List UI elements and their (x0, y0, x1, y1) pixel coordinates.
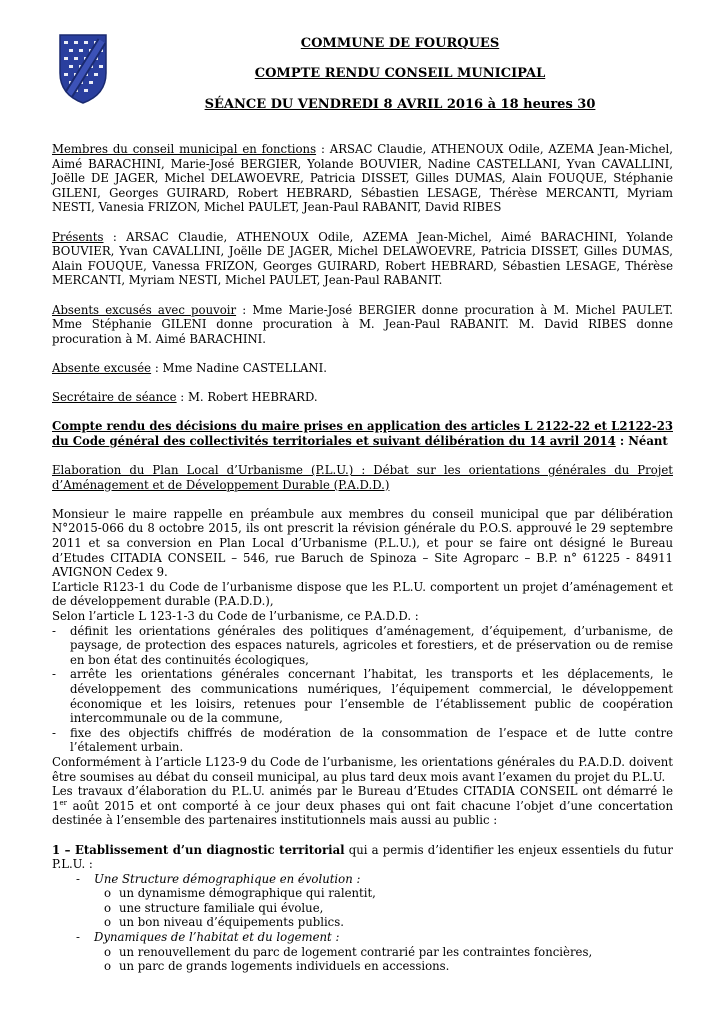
secretary-paragraph (52, 390, 673, 405)
secretary-label: Secrétaire de séance (52, 390, 177, 405)
present-paragraph (52, 230, 673, 288)
decisions-paragraph (52, 419, 673, 448)
list-item: o un parc de grands logements individuels en accessions. (104, 959, 450, 974)
list-item: o un dynamisme démographique qui ralentit, (104, 886, 376, 901)
absent-paragraph (52, 361, 673, 376)
present-text: : ARSAC Claudie, ATHENOUX Odile, AZEMA Jean-Michel, Aimé BARACHINI, Yolande BOUVIER, Yvan CAVALLINI, Joëlle DE JAGER, Michel DELAWOEVRE, Patricia DISSET, Gilles DUMAS, Alain FOUQUE, Vanessa FRIZON, Georges GUIRARD, Robert HEBRARD, Sébastien LESAGE, Thérèse MERCANTI, Myriam NESTI, Michel PAULET, Jean-Paul RABANIT. (52, 229, 673, 288)
list-item: o un bon niveau d’équipements publics. (104, 915, 344, 930)
document-title: COMPTE RENDU CONSEIL MUNICIPAL (254, 66, 546, 81)
list-item: o une structure familiale qui évolue, (104, 900, 324, 915)
section-1-paragraph (52, 843, 673, 872)
superscript: er (59, 798, 67, 807)
decisions-value: : Néant (615, 433, 668, 448)
bullet-text: fixe des objectifs chiffrés de modération de la consommation de l’espace et de lutte contre l’étalement urbain. (70, 725, 673, 755)
absent-label: Absente excusée (52, 360, 152, 375)
absent-text: : Mme Nadine CASTELLANI. (151, 360, 327, 375)
list-item: o un renouvellement du parc de logement contrarié par les contraintes foncières, (104, 944, 593, 959)
section-1-text: qui a permis d’identifier les enjeux essentiels du futur P.L.U. : (52, 842, 673, 872)
session-date: SÉANCE DU VENDREDI 8 AVRIL 2016 à 18 heures 30 (204, 97, 596, 112)
coat-of-arms-logo (58, 33, 108, 105)
intro-paragraph-2: L’article R123-1 du Code de l’urbanisme dispose que les P.L.U. comportent un projet d’aménagement et de développement durable (P.A.D.D.), (52, 579, 673, 609)
members-label: Membres du conseil municipal en fonctions (52, 142, 317, 156)
secretary-text: : M. Robert HEBRARD. (176, 390, 318, 405)
present-label: Présents (52, 229, 104, 244)
list-item: - fixe des objectifs chiffrés de modération de la consommation de l’espace et de lutte contre l’étalement urbain. (52, 725, 673, 755)
plu-section-title: Elaboration du Plan Local d’Urbanisme (P.L.U.) : Débat sur les orientations générales du Projet d’Aménagement et de Développement Durable (P.A.D.D.) (52, 463, 673, 492)
list-item: - arrête les orientations générales concernant l’habitat, les transports et les déplacements, le développement des communications numériques, l’équipement commercial, le développement économique et les loisirs, retenues pour l’ensemble de l’établissement public de coopération intercommunale ou de la commune, (52, 667, 673, 726)
decisions-title: Compte rendu des décisions du maire prises en application des articles L 2122-22 et L2122-23 du Code général des collectivités territoriales et suivant délibération du 14 avril 2014 (52, 419, 673, 448)
group-title: - Dynamiques de l’habitat et du logement : (76, 930, 340, 945)
intro-paragraph-1: Monsieur le maire rappelle en préambule aux membres du conseil municipal que par délibération N°2015-066 du 8 octobre 2015, ils ont prescrit la révision générale du P.O.S. approuvé le 29 septembre 2011 et sa conversion en Plan Local d’Urbanisme (P.L.U.), et pour se faire ont désigné le Bureau d’Etudes CITADIA CONSEIL – 546, rue Baruch de Spinoza – Site Agroparc – B.P. n° 61225 - 84911 AVIGNON Cedex 9. (52, 506, 673, 580)
section-1-title: 1 – Etablissement d’un diagnostic territorial (52, 842, 345, 857)
absents-proxy-paragraph (52, 303, 673, 347)
absents-proxy-label: Absents excusés avec pouvoir (52, 302, 237, 317)
commune-name: COMMUNE DE FOURQUES (300, 36, 500, 51)
members-paragraph (52, 142, 673, 215)
list-item: - définit les orientations générales des politiques d’aménagement, d’équipement, d’urbanisme, de paysage, de protection des espaces naturels, agricoles et forestiers, et de préservation ou de remise en bon état des continuités écologiques, (52, 623, 673, 667)
absents-proxy-text: : Mme Marie-José BERGIER donne procuration à M. Michel PAULET. Mme Stéphanie GILENI donne procuration à M. Jean-Paul RABANIT. M. David RIBES donne procuration à M. Aimé BARACHINI. (52, 302, 673, 346)
intro-paragraph-5: Les travaux d’élaboration du P.L.U. animés par le Bureau d’Etudes CITADIA CONSEIL ont démarré le 1er août 2015 et ont comporté à ce jour deux phases qui ont fait chacune l’objet d’une concertation destinée à l’ensemble des partenaires institutionnels mais aussi au public : (52, 784, 673, 828)
intro-paragraph-4: Conformément à l’article L123-9 du Code de l’urbanisme, les orientations générales du P.A.D.D. doivent être soumises au débat du conseil municipal, au plus tard deux mois avant l’examen du projet du P.L.U. (52, 754, 673, 784)
intro-paragraph-3: Selon l’article L 123-1-3 du Code de l’urbanisme, ce P.A.D.D. : (52, 609, 419, 623)
members-text: : ARSAC Claudie, ATHENOUX Odile, AZEMA Jean-Michel, Aimé BARACHINI, Marie-José BERGIER, Yolande BOUVIER, Nadine CASTELLANI, Yvan CAVALLINI, Joëlle DE JAGER, Michel DELAWOEVRE, Patricia DISSET, Gilles DUMAS, Alain FOUQUE, Stéphanie GILENI, Georges GUIRARD, Robert HEBRARD, Sébastien LESAGE, Thérèse MERCANTI, Myriam NESTI, Vanesia FRIZON, Michel PAULET, Jean-Paul RABANIT, David RIBES (52, 142, 673, 215)
document-header (150, 36, 650, 113)
document-body (52, 142, 673, 974)
bullet-text: arrête les orientations générales concernant l’habitat, les transports et les déplacements, le développement des communications numériques, l’équipement commercial, le développement économique et les loisirs, retenues pour l’ensemble de l’établissement public de coopération intercommunale ou de la commune, (70, 667, 673, 726)
group-title: - Une Structure démographique en évolution : (76, 871, 361, 886)
bullet-text: définit les orientations générales des politiques d’aménagement, d’équipement, d’urbanisme, de paysage, de protection des espaces naturels, agricoles et forestiers, et de préservation ou de remise en bon état des continuités écologiques, (70, 623, 673, 667)
